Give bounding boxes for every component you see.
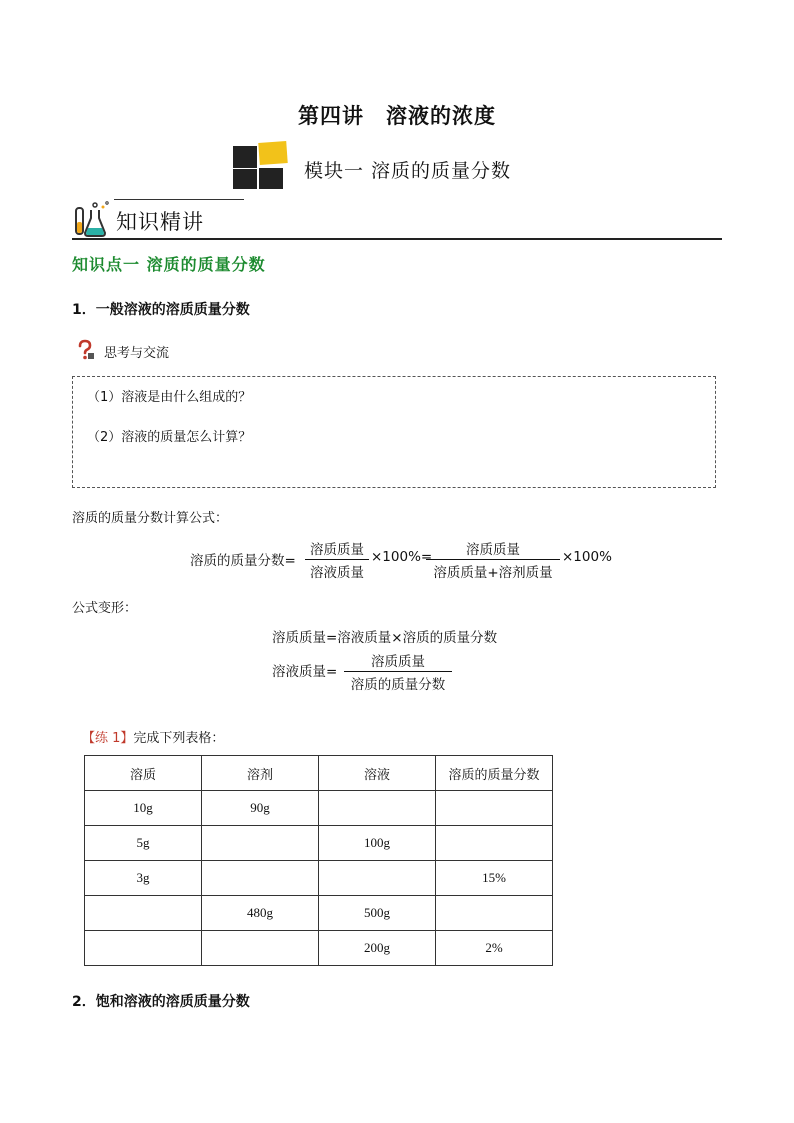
times-100: ×100% [562,549,612,565]
section-header [72,197,722,243]
variant-fraction-numerator: 溶质质量 [344,650,452,672]
question-2: （2）溶液的质量怎么计算？ [87,430,252,445]
table-cell [202,861,319,896]
formula-lhs: 溶质的质量分数= [190,553,296,569]
subsection-1-title: 1．一般溶液的溶质质量分数 [72,302,250,318]
formula-intro: 溶质的质量分数计算公式： [72,511,229,526]
times-100-equals: ×100%= [371,549,433,565]
table-cell: 10g [85,791,202,826]
knowledge-point-title: 知识点一 溶质的质量分数 [72,255,266,274]
table-row [85,826,553,861]
variant-fraction-denominator: 溶质的质量分数 [350,677,446,693]
table-cell: 200g [319,931,436,966]
page-title: 第四讲 溶液的浓度 [298,103,496,128]
fraction-2-denominator: 溶质质量+溶剂质量 [433,565,553,581]
variant-line-1: 溶质质量=溶液质量×溶质的质量分数 [272,630,498,646]
exercise-tag: 【练 1】 [82,731,134,746]
table-cell: 100g [319,826,436,861]
variant-fraction [344,650,452,693]
table-header-cell: 溶质 [85,756,202,791]
table-cell [85,896,202,931]
exercise-text: 完成下列表格： [133,731,225,746]
fraction-1 [305,538,369,581]
table-cell: 5g [85,826,202,861]
exercise-table [84,755,553,966]
table-header-cell: 溶剂 [202,756,319,791]
variant-intro: 公式变形： [72,601,138,616]
module-blocks-icon [231,141,289,191]
module-title: 模块一 溶质的质量分数 [304,160,512,182]
table-header-cell: 溶液 [319,756,436,791]
section-label: 知识精讲 [116,210,204,234]
think-label: 思考与交流 [104,346,170,361]
question-1: （1）溶液是由什么组成的？ [87,390,252,405]
question-mark-icon [74,339,96,361]
fraction-1-numerator: 溶质质量 [305,538,369,560]
table-cell [436,791,553,826]
exercise-label [82,727,224,746]
table-cell: 2% [436,931,553,966]
table-row [85,791,553,826]
table-cell [436,896,553,931]
table-row [85,861,553,896]
table-cell: 3g [85,861,202,896]
table-cell: 15% [436,861,553,896]
table-header-row [85,756,553,791]
main-formula [0,536,794,584]
variant-line-2-lhs: 溶液质量= [272,664,338,680]
variant-line-2 [0,650,794,694]
table-cell [319,791,436,826]
fraction-2 [426,538,560,581]
question-box [72,376,716,488]
table-cell [202,931,319,966]
lab-flask-icon [72,200,112,240]
table-cell [436,826,553,861]
table-cell [85,931,202,966]
table-cell [319,861,436,896]
table-row [85,931,553,966]
section-divider [72,238,722,240]
table-row [85,896,553,931]
subsection-2-title: 2．饱和溶液的溶质质量分数 [72,994,250,1010]
table-cell: 500g [319,896,436,931]
table-header-cell: 溶质的质量分数 [436,756,553,791]
fraction-2-numerator: 溶质质量 [426,538,560,560]
fraction-1-denominator: 溶液质量 [310,565,364,581]
table-cell: 480g [202,896,319,931]
table-cell: 90g [202,791,319,826]
table-cell [202,826,319,861]
